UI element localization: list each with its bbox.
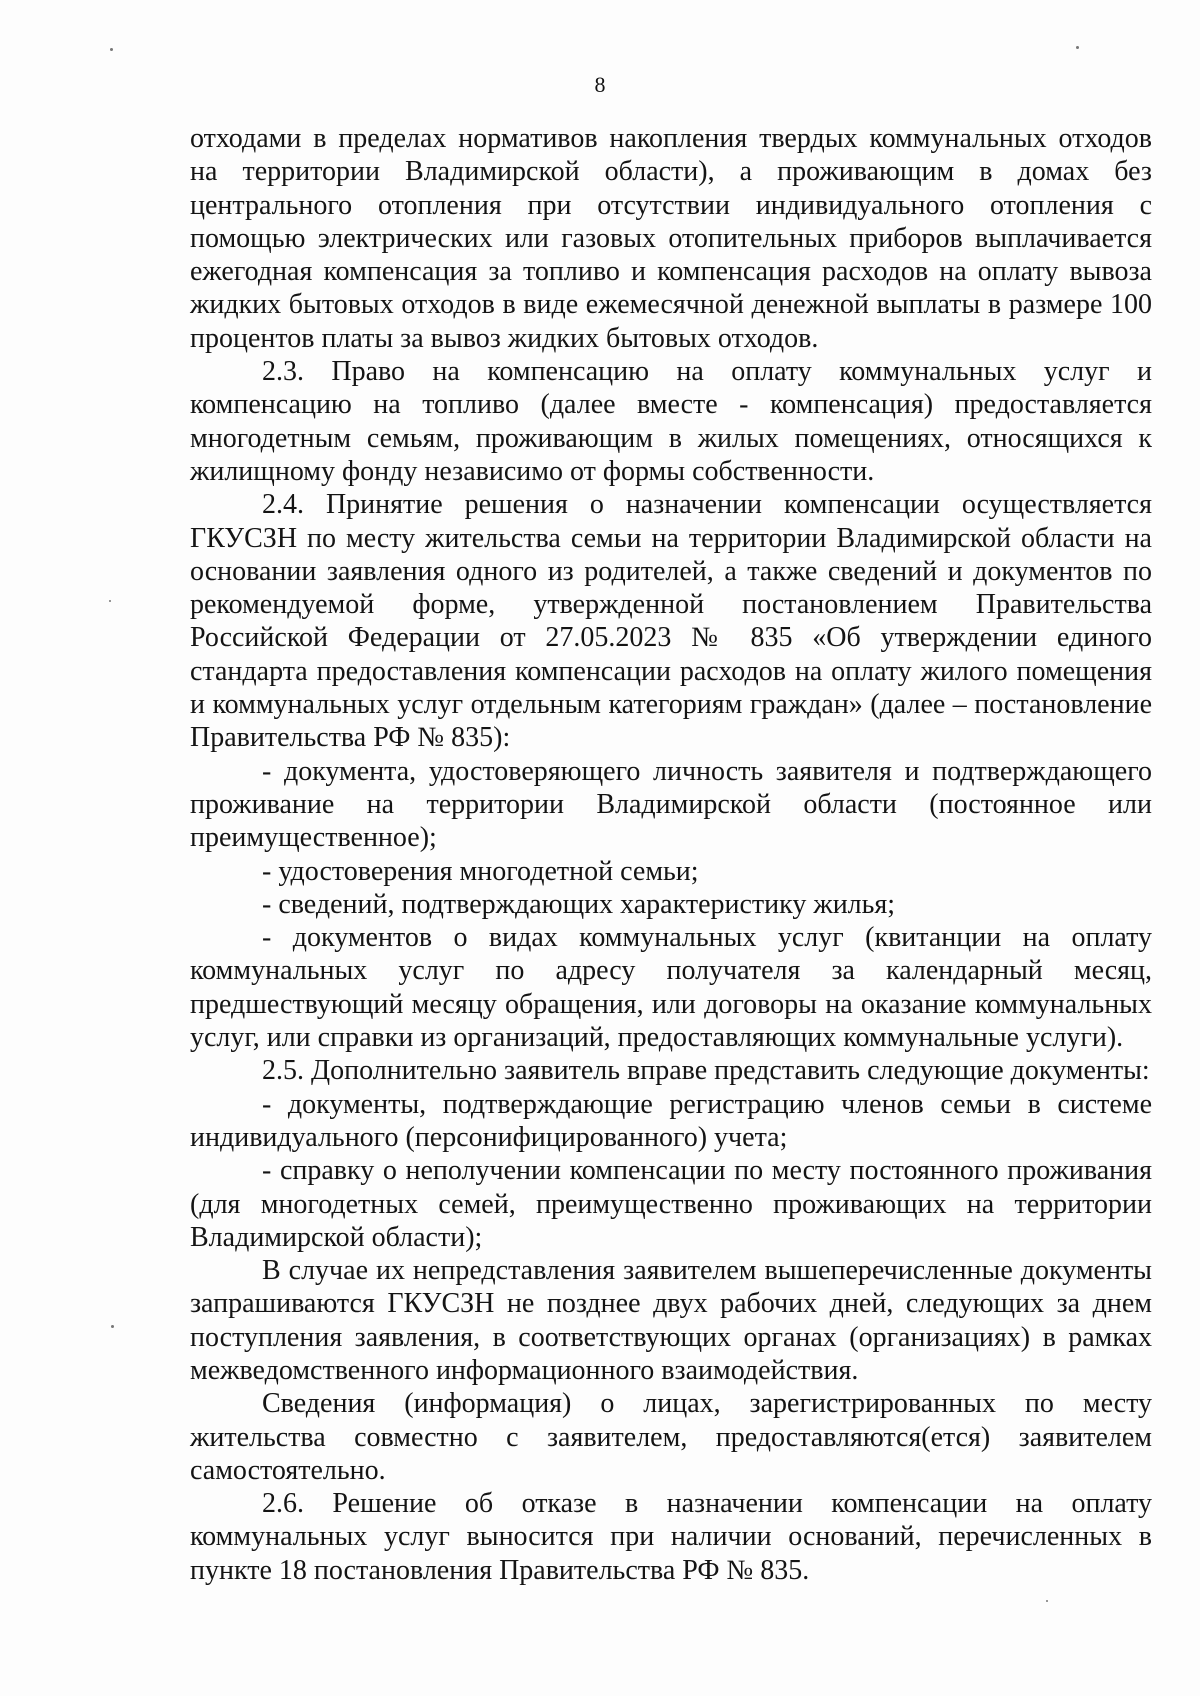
list-item-utility-documents: - документов о видах коммунальных услуг (квитанции на оплату коммунальных услуг по адресу получателя за календарный месяц, предшествующий месяцу обращения, или договоры на оказание коммунальных услуг, или справки из организаций, предоставляющих коммунальные услуги). [190, 922, 1152, 1054]
list-item-identity-document: - документа, удостоверяющего личность заявителя и подтверждающего проживание на территории Владимирской области (постоянное или преимущественное); [190, 755, 1152, 854]
scan-speck [110, 48, 113, 51]
list-item-non-receipt-certificate: - справку о неполучении компенсации по месту постоянного проживания (для многодетных семей, преимущественно проживающих на территории Владимирской области); [190, 1155, 1152, 1253]
scan-speck [1046, 1600, 1048, 1602]
paragraph-2-3: 2.3. Право на компенсацию на оплату коммунальных услуг и компенсацию на топливо (далее вместе - компенсация) предоставляется многодетным семьям, проживающим в жилых помещениях, относящихся к жилищному фонду независимо от формы собственности. [190, 356, 1152, 487]
scan-speck [111, 1325, 114, 1328]
paragraph-2-6: 2.6. Решение об отказе в назначении компенсации на оплату коммунальных услуг выносится при наличии оснований, перечисленных в пункте 18 постановления Правительства РФ № 835. [190, 1488, 1152, 1586]
paragraph-2-4: 2.4. Принятие решения о назначении компенсации осуществляется ГКУСЗН по месту жительства семьи на территории Владимирской области на основании заявления одного из родителей, а также сведений и документов по рекомендуемой форме, утвержденной постановлением Правительства Российской Федерации от 27.05.2023 № 835 «Об утверждении единого стандарта предоставления компенсации расходов на оплату жилого помещения и коммунальных услуг отдельным категориям граждан» (далее – постановление Правительства РФ № 835): [190, 489, 1152, 754]
paragraph-cohabitant-info: Сведения (информация) о лицах, зарегистрированных по месту жительства совместно с заявителем, предоставляются(ется) заявителем самостоятельно. [190, 1388, 1152, 1486]
scan-speck [1076, 46, 1079, 49]
document-body [190, 122, 1152, 1587]
paragraph-interagency-request: В случае их непредставления заявителем вышеперечисленные документы запрашиваются ГКУСЗН не позднее двух рабочих дней, следующих за днем поступления заявления, в соответствующих органах (организациях) в рамках межведомственного информационного взаимодействия. [190, 1255, 1152, 1386]
list-item-housing-info: - сведений, подтверждающих характеристику жилья; [262, 888, 896, 920]
page-number: 8 [594, 72, 606, 97]
scan-speck [109, 600, 111, 602]
list-item-registration-documents: - документы, подтверждающие регистрацию членов семьи в системе индивидуального (персонифицированного) учета; [190, 1088, 1152, 1153]
list-item-large-family-certificate: - удостоверения многодетной семьи; [262, 855, 699, 887]
paragraph-continuation: отходами в пределах нормативов накопления твердых коммунальных отходов на территории Владимирской области), а проживающим в домах без центрального отопления при отсутствии индивидуального отопления с помощью электрических или газовых отопительных приборов выплачивается ежегодная компенсация за топливо и компенсация расходов на оплату вывоза жидких бытовых отходов в виде ежемесячной денежной выплаты в размере 100 процентов платы за вывоз жидких бытовых отходов. [190, 123, 1152, 354]
paragraph-2-5: 2.5. Дополнительно заявитель вправе представить следующие документы: [262, 1055, 1150, 1087]
